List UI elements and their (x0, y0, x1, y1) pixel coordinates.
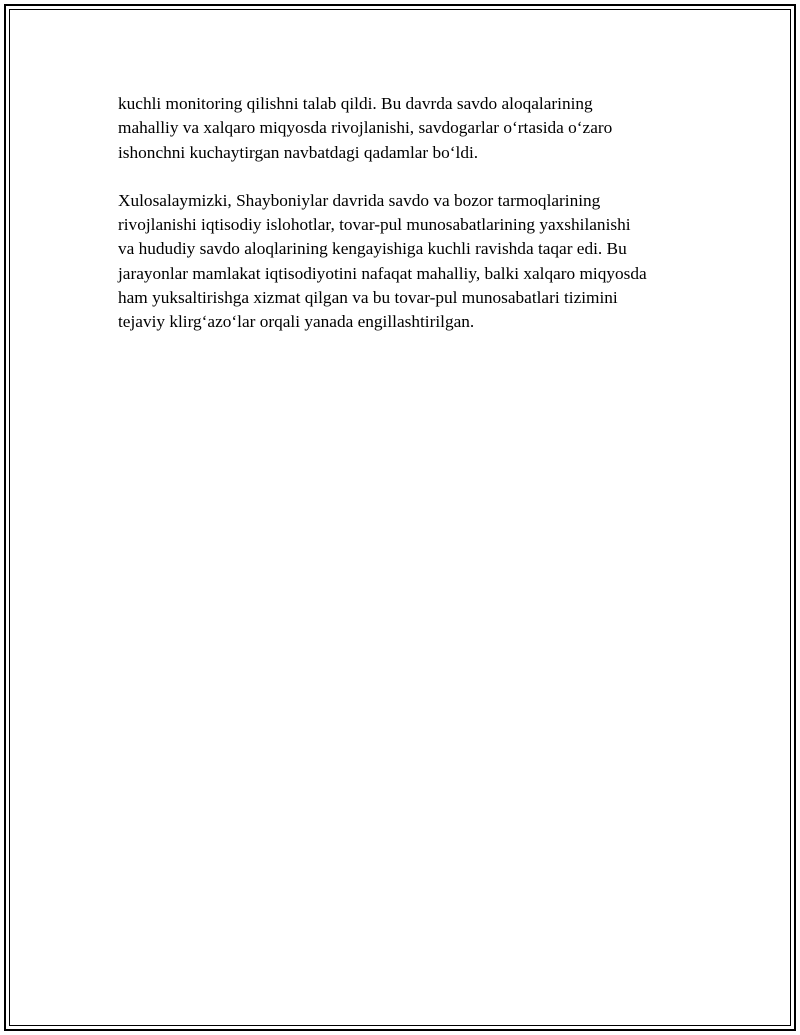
document-body (118, 92, 698, 335)
paragraph-conclusion: Xulosalaymizki, Shayboniylar davrida savdo va bozor tarmoqlarining rivojlanishi iqtisodiy islohotlar, tovar-pul munosabatlarining yaxshilanishi va hududiy savdo aloqlarining kengayishiga kuchli ravishda taqar edi. Bu jarayonlar mamlakat iqtisodiyotini nafaqat mahalliy, balki xalqaro miqyosda ham yuksaltirishga xizmat qilgan va bu tovar-pul munosabatlari tizimini tejaviy klirg‘azo‘lar orqali yanada engillashtirilgan. (118, 190, 647, 332)
paragraph-continuation: kuchli monitoring qilishni talab qildi. Bu davrda savdo aloqalarining mahalliy va xalqaro miqyosda rivojlanishi, savdogarlar o‘rtasida o‘zaro ishonchni kuchaytirgan navbatdagi qadamlar bo‘ldi. (118, 94, 613, 162)
